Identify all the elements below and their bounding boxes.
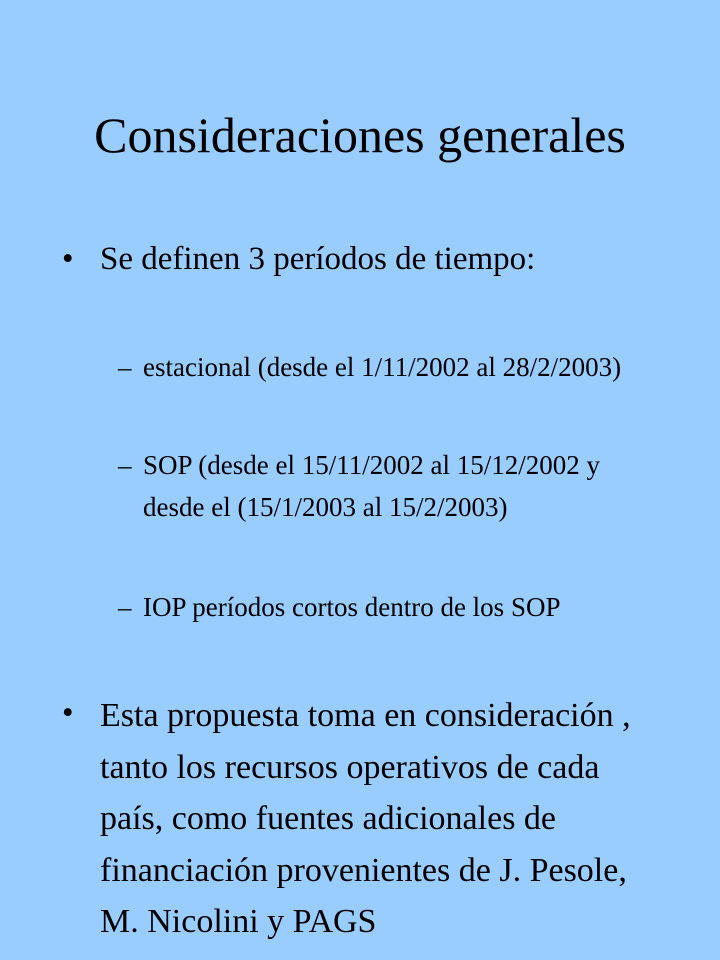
sub-bullet-text: estacional (desde el 1/11/2002 al 28/2/2003)	[143, 352, 622, 382]
bullet-text: Esta propuesta toma en consideración , tanto los recursos operativos de cada país, como fuentes adicionales de financiación provenientes de J. Pesole, M. Nicolini y PAGS	[100, 697, 631, 940]
sub-bullet-text: SOP (desde el 15/11/2002 al 15/12/2002 y desde el (15/1/2003 al 15/2/2003)	[143, 450, 600, 522]
sub-bullet-text: IOP períodos cortos dentro de los SOP	[143, 592, 561, 622]
slide-title: Consideraciones generales	[94, 107, 626, 163]
bullet-marker: •	[62, 241, 74, 277]
sub-bullet-marker: –	[118, 592, 132, 622]
bullet-marker: •	[62, 695, 74, 731]
bullet-text: Se definen 3 períodos de tiempo:	[100, 241, 536, 277]
sub-bullet-marker: –	[118, 352, 132, 382]
sub-bullet-marker: –	[118, 450, 132, 480]
